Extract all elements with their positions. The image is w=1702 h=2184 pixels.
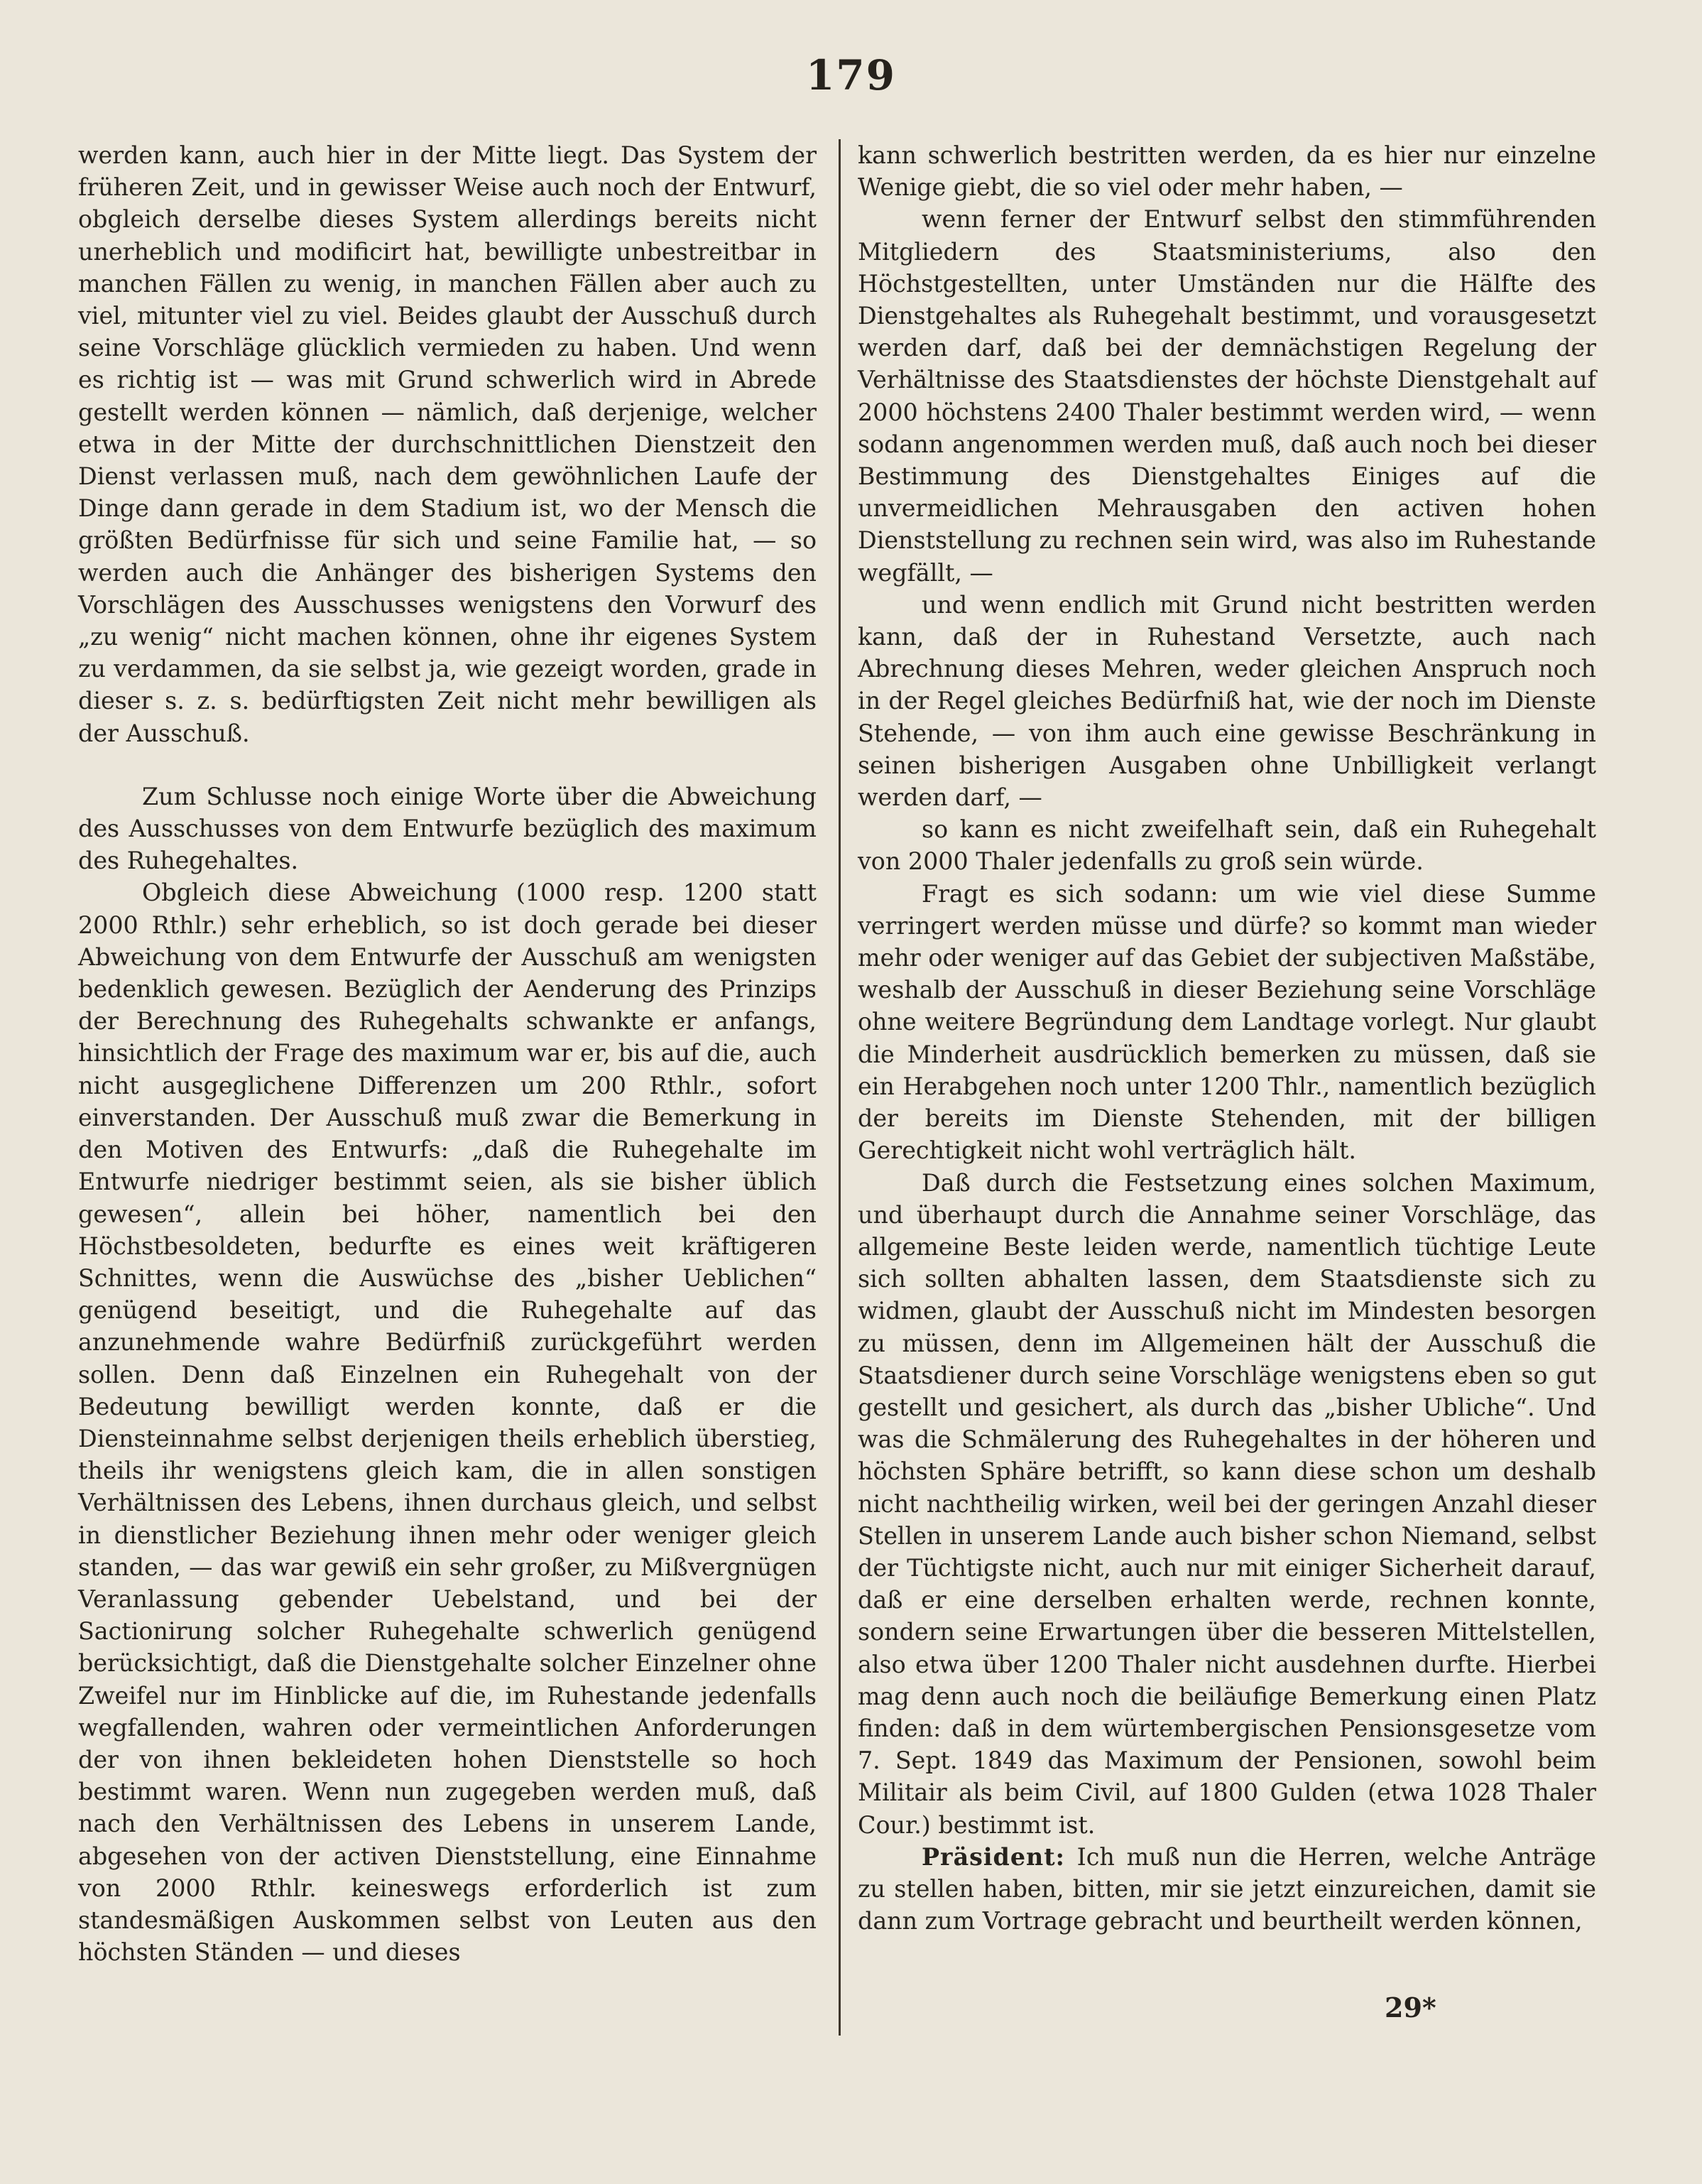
paragraph: Zum Schlusse noch einige Worte über die Abweichung des Ausschusses von dem Entwurfe bezüglich des maximum des Ruhegehaltes. [78,782,817,875]
speaker-paragraph [858,1841,1596,1938]
paragraph: werden kann, auch hier in der Mitte liegt. Das System der früheren Zeit, und in gewisser Weise auch noch der Entwurf, obgleich derselbe dieses System allerdings bereits nicht unerheblich und modificirt hat, bewilligte unbestreitbar in manchen Fällen zu wenig, in manchen Fällen aber auch zu viel, mitunter viel zu viel. Beides glaubt der Ausschuß durch seine Vorschläge glücklich vermieden zu haben. Und wenn es richtig ist — was mit Grund schwerlich wird in Abrede gestellt werden können — nämlich, daß derjenige, welcher etwa in der Mitte der durchschnittlichen Dienstzeit den Dienst verlassen muß, nach dem gewöhnlichen Laufe der Dinge dann gerade in dem Stadium ist, wo der Mensch die größten Bedürfnisse für sich und seine Familie hat, — so werden auch die Anhänger des bisherigen Systems den Vorschlägen des Ausschusses wenigstens den Vorwurf des „zu wenig“ nicht machen können, ohne ihr eigenes System zu verdammen, da sie selbst ja, wie gezeigt worden, grade in dieser s. z. s. bedürftigsten Zeit nicht mehr bewilligen als der Ausschuß. [78,141,817,747]
speaker-text: Ich muß nun die Herren, welche Anträge zu stellen haben, bitten, mir sie jetzt einzureichen, damit sie dann zum Vortrage gebracht und beurtheilt werden können, [858,1842,1596,1935]
page-number: 179 [805,51,897,99]
paragraph: wenn ferner der Entwurf selbst den stimmführenden Mitgliedern des Staatsministeriums, also den Höchstgestellten, unter Umständen nur die Hälfte des Dienstgehaltes als Ruhegehalt bestimmt, und vorausgesetzt werden darf, daß bei der demnächstigen Regelung der Verhältnisse des Staatsdienstes der höchste Dienstgehalt auf 2000 höchstens 2400 Thaler bestimmt werden wird, — wenn sodann angenommen werden muß, daß auch noch bei dieser Bestimmung des Dienstgehaltes Einiges auf die unvermeidlichen Mehrausgaben den activen hohen Dienststellung zu rechnen sein wird, was also im Ruhestande wegfällt, — [858,205,1596,587]
paragraph: so kann es nicht zweifelhaft sein, daß ein Ruhegehalt von 2000 Thaler jedenfalls zu groß sein würde. [858,815,1596,876]
paragraph: Fragt es sich sodann: um wie viel diese Summe verringert werden müsse und dürfe? so kommt man wieder mehr oder weniger auf das Gebiet der subjectiven Maßstäbe, weshalb der Ausschuß in dieser Beziehung seine Vorschläge ohne weitere Begründung dem Landtage vorlegt. Nur glaubt die Minderheit ausdrücklich bemerken zu müssen, daß sie ein Herabgehen noch unter 1200 Thlr., namentlich bezüglich der bereits im Dienste Stehenden, mit der billigen Gerechtigkeit nicht wohl verträglich hält. [858,879,1596,1165]
speaker-name: Präsident: [922,1842,1065,1871]
paragraph: Daß durch die Festsetzung eines solchen Maximum, und überhaupt durch die Annahme seiner Vorschläge, das allgemeine Beste leiden werde, namentlich tüchtige Leute sich sollten abhalten lassen, dem Staatsdienste sich zu widmen, glaubt der Ausschuß nicht im Mindesten besorgen zu müssen, denn im Allgemeinen hält der Ausschuß die Staatsdiener durch seine Vorschläge wenigstens eben so gut gestellt und gesichert, als durch das „bisher Ubliche“. Und was die Schmälerung des Ruhegehaltes in der höheren und höchsten Sphäre betrifft, so kann diese schon um deshalb nicht nachtheilig wirken, weil bei der geringen Anzahl dieser Stellen in unserem Lande auch bisher schon Niemand, selbst der Tüchtigste nicht, auch nur mit einiger Sicherheit darauf, daß er eine derselben erhalten werde, rechnen konnte, sondern seine Erwartungen über die besseren Mittelstellen, also etwa über 1200 Thaler nicht ausdehnen durfte. Hierbei mag denn auch noch die beiläufige Bemerkung einen Platz finden: daß in dem würtembergischen Pensionsgesetze vom 7. Sept. 1849 das Maximum der Pensionen, sowohl beim Militair als beim Civil, auf 1800 Gulden (etwa 1028 Thaler Cour.) bestimmt ist. [858,1168,1596,1839]
column-divider [839,139,841,2036]
paragraph: und wenn endlich mit Grund nicht bestritten werden kann, daß der in Ruhestand Versetzte, auch nach Abrechnung dieses Mehren, weder gleichen Anspruch noch in der Regel gleiches Bedürfniß hat, wie der noch im Dienste Stehende, — von ihm auch eine gewisse Beschränkung in seinen bisherigen Ausgaben ohne Unbilligkeit verlangt werden darf, — [858,590,1596,812]
paragraph: Obgleich diese Abweichung (1000 resp. 1200 statt 2000 Rthlr.) sehr erheblich, so ist doch gerade bei dieser Abweichung von dem Entwurfe der Ausschuß am wenigsten bedenklich gewesen. Bezüglich der Aenderung des Prinzips der Berechnung des Ruhegehalts schwankte er anfangs, hinsichtlich der Frage des maximum war er, bis auf die, auch nicht ausgeglichene Differenzen um 200 Rthlr., sofort einverstanden. Der Ausschuß muß zwar die Bemerkung in den Motiven des Entwurfs: „daß die Ruhegehalte im Entwurfe niedriger bestimmt seien, als sie bisher üblich gewesen“, allein bei höher, namentlich bei den Höchstbesoldeten, bedurfte es eines weit kräftigeren Schnittes, wenn die Auswüchse des „bisher Ueblichen“ genügend beseitigt, und die Ruhegehalte auf das anzunehmende wahre Bedürfniß zurückgeführt werden sollen. Denn daß Einzelnen ein Ruhegehalt von der Bedeutung bewilligt werden konnte, daß er die Diensteinnahme selbst derjenigen theils erheblich überstieg, theils ihr wenigstens gleich kam, die in allen sonstigen Verhältnissen des Lebens, ihnen durchaus gleich, und selbst in dienstlicher Beziehung ihnen mehr oder weniger gleich standen, — das war gewiß ein sehr großer, zu Mißvergnügen Veranlassung gebender Uebelstand, und bei der Sactionirung solcher Ruhegehalte schwerlich genügend berücksichtigt, daß die Dienstgehalte solcher Einzelner ohne Zweifel nur im Hinblicke auf die, im Ruhestande jedenfalls wegfallenden, wahren oder vermeintlichen Anforderungen der von ihnen bekleideten hohen Dienststelle so hoch bestimmt waren. Wenn nun zugegeben werden muß, daß nach den Verhältnissen des Lebens in unserem Lande, abgesehen von der activen Dienststellung, eine Einnahme von 2000 Rthlr. keineswegs erforderlich ist zum standesmäßigen Auskommen selbst von Leuten aus den höchsten Ständen — und dieses [78,879,817,1967]
paragraph: kann schwerlich bestritten werden, da es hier nur einzelne Wenige giebt, die so viel oder mehr haben, — [858,141,1596,202]
left-column [78,139,817,1968]
signature-mark: 29* [1385,1992,1436,2023]
right-column [858,139,1596,1937]
